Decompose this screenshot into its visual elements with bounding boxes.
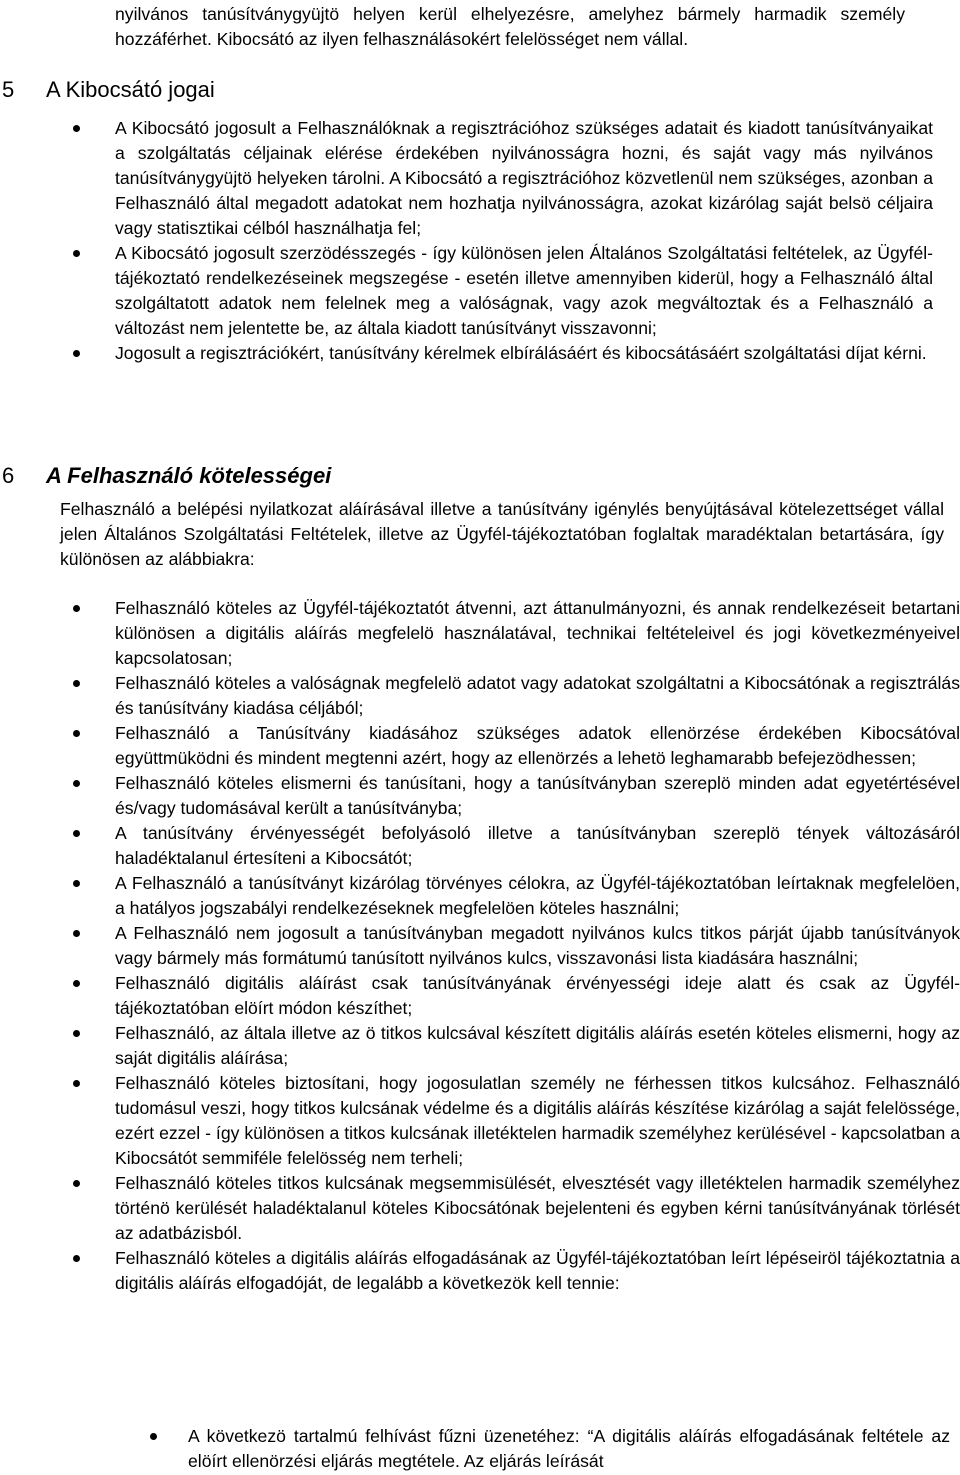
bullet-icon	[73, 605, 80, 612]
list-item	[115, 871, 960, 921]
bullet-icon	[73, 980, 80, 987]
list-item	[115, 596, 960, 671]
list-item	[115, 1071, 960, 1171]
section-5-number: 5	[2, 77, 15, 102]
list-item	[115, 671, 960, 721]
section-6-sublist	[188, 1424, 950, 1474]
bullet-icon	[73, 780, 80, 787]
section-5-heading	[2, 76, 402, 104]
bullet-icon	[73, 680, 80, 687]
list-item	[115, 1246, 960, 1296]
bullet-icon	[73, 250, 80, 257]
bullet-icon	[73, 1255, 80, 1262]
list-item	[115, 971, 960, 1021]
list-item	[115, 341, 933, 366]
bullet-icon	[73, 830, 80, 837]
bullet-icon	[73, 880, 80, 887]
list-item	[188, 1424, 950, 1474]
list-item-text: A tanúsítvány érvényességét befolyásoló illetve a tanúsítványban szereplö tények változásáról haladéktalanul értesíteni a Kibocsátót;	[115, 823, 960, 868]
section-5-list	[115, 116, 933, 366]
section-6-number: 6	[2, 463, 15, 488]
list-item-text: Felhasználó a Tanúsítvány kiadásához szükséges adatok ellenörzése érdekében Kibocsátóval együttmüködni és mindent megtenni azért, hogy az ellenörzés a lehetö leghamarabb befejezödhessen;	[115, 723, 960, 768]
bullet-icon	[73, 125, 80, 132]
bullet-icon	[73, 730, 80, 737]
section-6-list	[115, 596, 960, 1296]
list-item-text: Felhasználó köteles az Ügyfél-tájékoztatót átvenni, azt áttanulmányozni, és annak rendelkezéseit betartani különösen a digitális aláírás megfelelö használatával, technikai feltételeivel és jogi következményeivel kapcsolatosan;	[115, 598, 960, 668]
list-item-text: A Felhasználó nem jogosult a tanúsítványban megadott nyilvános kulcs titkos párját újabb tanúsítványok vagy bármely más formátumú tanúsított nyilvános kulcs, visszavonási lista kiadására használni;	[115, 923, 960, 968]
intro-fragment: nyilvános tanúsítványgyüjtö helyen kerül elhelyezésre, amelyhez bármely harmadik személy hozzáférhet. Kibocsátó az ilyen felhasználásokért felelösséget nem vállal.	[115, 4, 905, 49]
list-item	[115, 821, 960, 871]
bullet-icon	[73, 930, 80, 937]
section-5-title: A Kibocsátó jogai	[46, 77, 215, 102]
list-item-text: A következö tartalmú felhívást fűzni üzenetéhez: “A digitális aláírás elfogadásának feltétele az elöírt ellenörzési eljárás megtétele. Az eljárás leírását	[188, 1426, 950, 1471]
list-item-text: Jogosult a regisztrációkért, tanúsítvány kérelmek elbírálásáért és kibocsátásáért szolgáltatási díjat kérni.	[115, 343, 927, 363]
list-item	[115, 116, 933, 241]
section-6-heading	[2, 462, 502, 490]
list-item-text: Felhasználó köteles a valóságnak megfelelö adatot vagy adatokat szolgáltatni a Kibocsátónak a regisztrálás és tanúsítvány kiadása céljából;	[115, 673, 960, 718]
list-item-text: Felhasználó köteles titkos kulcsának megsemmisülését, elvesztését vagy illetéktelen harmadik személyhez történö kerülését haladéktalanul köteles Kibocsátónak bejelenteni és egyben kérni tanúsítványának törlését az adatbázisból.	[115, 1173, 960, 1243]
list-item-text: Felhasználó köteles biztosítani, hogy jogosulatlan személy ne férhessen titkos kulcsához. Felhasználó tudomásul veszi, hogy titkos kulcsának védelme és a digitális aláírás készítése kizárólag a saját felelössége, ezért ezzel - így különösen a titkos kulcsának illetéktelen harmadik személyhez kerülésével - kapcsolatban a Kibocsátót semmiféle felelösség nem terheli;	[115, 1073, 960, 1168]
list-item-text: A Felhasználó a tanúsítványt kizárólag törvényes célokra, az Ügyfél-tájékoztatóban leírtaknak megfelelöen, a hatályos jogszabályi rendelkezéseknek megfelelöen köteles használni;	[115, 873, 960, 918]
bullet-icon	[73, 350, 80, 357]
list-item-text: A Kibocsátó jogosult a Felhasználóknak a regisztrációhoz szükséges adatait és kiadott tanúsítványaikat a szolgáltatás céljainak elérése érdekében nyilvánosságra hozni, és saját vagy más nyilvános tanúsítványgyüjtö helyeken tárolni. A Kibocsátó a regisztrációhoz közvetlenül nem szükséges, azonban a Felhasználó által megadott adatokat nem hozhatja nyilvánosságra, azokat kizárólag saját belsö céljaira vagy statisztikai célból használhatja fel;	[115, 118, 933, 238]
list-item-text: Felhasználó köteles elismerni és tanúsítani, hogy a tanúsítványban szereplö minden adat egyetértésével és/vagy tudomásával került a tanúsítványba;	[115, 773, 960, 818]
list-item	[115, 241, 933, 341]
list-item-text: A Kibocsátó jogosult szerzödésszegés - így különösen jelen Általános Szolgáltatási feltételek, az Ügyfél-tájékoztató rendelkezéseinek megszegése - esetén illetve amennyiben kiderül, hogy a Felhasználó által szolgáltatott adatok nem felelnek meg a valóságnak, vagy azok megváltoztak és a Felhasználó a változást nem jelentette be, az általa kiadott tanúsítványt visszavonni;	[115, 243, 933, 338]
list-item	[115, 1171, 960, 1246]
list-item	[115, 921, 960, 971]
bullet-icon	[73, 1030, 80, 1037]
list-item-text: Felhasználó köteles a digitális aláírás elfogadásának az Ügyfél-tájékoztatóban leírt lépéseiröl tájékoztatnia a digitális aláírás elfogadóját, de legalább a következök kell tennie:	[115, 1248, 960, 1293]
list-item-text: Felhasználó, az általa illetve az ö titkos kulcsával készített digitális aláírás esetén köteles elismerni, hogy az saját digitális aláírása;	[115, 1023, 960, 1068]
list-item-text: Felhasználó digitális aláírást csak tanúsítványának érvényességi ideje alatt és csak az Ügyfél-tájékoztatóban elöírt módon készíthet;	[115, 973, 960, 1018]
section-6-title: A Felhasználó kötelességei	[46, 463, 332, 488]
list-item	[115, 1021, 960, 1071]
bullet-icon	[73, 1080, 80, 1087]
section-6-intro: Felhasználó a belépési nyilatkozat aláírásával illetve a tanúsítvány igénylés benyújtásával kötelezettséget vállal jelen Általános Szolgáltatási Feltételek, illetve az Ügyfél-tájékoztatóban foglaltak maradéktalan betartására, így különösen az alábbiakra:	[60, 499, 944, 569]
bullet-icon	[150, 1433, 157, 1440]
bullet-icon	[73, 1180, 80, 1187]
list-item	[115, 771, 960, 821]
list-item	[115, 721, 960, 771]
